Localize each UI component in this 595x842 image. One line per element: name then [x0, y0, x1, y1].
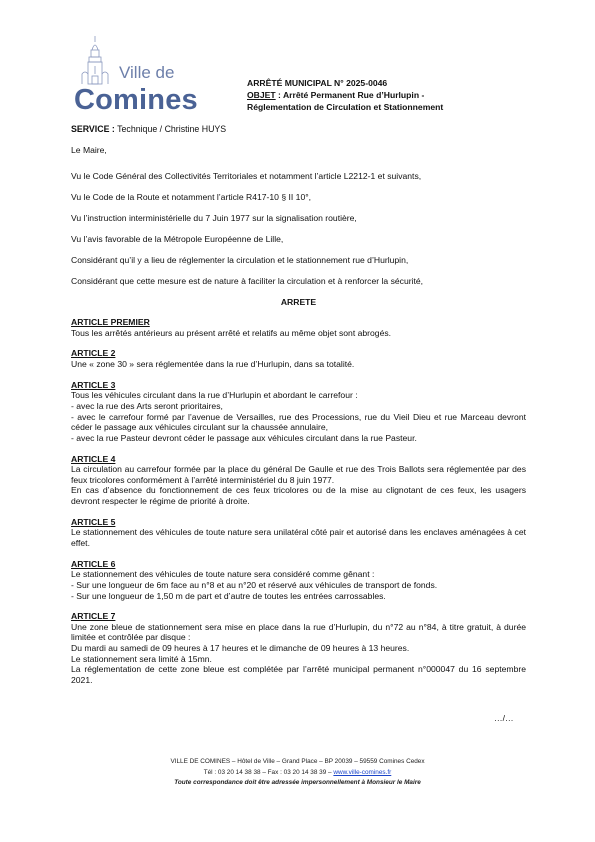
service-value: Technique / Christine HUYS	[114, 124, 227, 134]
document-body	[71, 145, 526, 696]
considerant-line: Considérant que cette mesure est de nature à faciliter la circulation et à renforcer la sécurité,	[71, 275, 424, 286]
article-title: ARTICLE 2	[71, 348, 116, 359]
service-line	[71, 124, 226, 134]
article-line: - Sur une longueur de 6m face au n°8 et au n°20 et réservé aux véhicules de transport de fonds.	[71, 579, 438, 590]
article-2	[71, 348, 526, 369]
logo-ville-text: Ville de	[119, 63, 175, 82]
article-line: Une zone bleue de stationnement sera mise en place dans la rue d’Hurlupin, du n°72 au n°84, à titre gratuit, à durée limitée et contrôlée par disque :	[71, 621, 526, 643]
footer-address: VILLE DE COMINES – Hôtel de Ville – Grand Place – BP 20039 – 59559 Comines Cedex	[170, 758, 425, 765]
article-line: Tous les arrêtés antérieurs au présent arrêté et relatifs au même objet sont abrogés.	[71, 327, 392, 338]
article-line: La circulation au carrefour formée par la place du général De Gaulle et rue des Trois Ballots sera réglementée par des feux tricolores conformément à l’arrêté interministériel du 8 juin 1977.	[71, 464, 526, 485]
website-link[interactable]: www.ville-comines.fr	[333, 768, 392, 776]
article-line: - avec la rue Pasteur devront céder le passage aux véhicules circulant dans la rue Pasteur.	[71, 432, 417, 443]
article-line: - avec la rue des Arts seront prioritaires,	[71, 401, 223, 412]
article-4	[71, 454, 526, 507]
visa-line: Vu le Code Général des Collectivités Territoriales et notamment l’article L2212-1 et suivants,	[71, 170, 422, 181]
logo-comines-text: Comines	[74, 84, 198, 116]
arrete-header	[247, 77, 547, 113]
article-line: Du mardi au samedi de 09 heures à 17 heures et le dimanche de 09 heures à 13 heures.	[71, 643, 410, 654]
article-title: ARTICLE 3	[71, 379, 116, 390]
article-line: - avec le carrefour formé par l’avenue de Versailles, rue des Processions, rue du Vieil Dieu et rue Marceau devront céder le passage aux véhicules circulant sur la chaussée annulaire,	[71, 411, 526, 433]
article-title: ARTICLE PREMIER	[71, 317, 150, 328]
article-title: ARTICLE 6	[71, 558, 116, 569]
continuation-mark: …/…	[494, 713, 514, 723]
article-line: Le stationnement des véhicules de toute nature sera unilatéral côté pair et autorisé dans les enclaves aménagées à cet effet.	[71, 527, 526, 548]
footer-phone: Tél : 03 20 14 38 38 – Fax : 03 20 14 38 39 –	[203, 768, 334, 776]
article-title: ARTICLE 5	[71, 516, 116, 527]
article-line: En cas d’absence du fonctionnement de ces feux tricolores ou de la mise au clignotant de ces feux, les usagers devront respecter le régime de priorité à droite.	[71, 485, 526, 506]
greeting: Le Maire,	[71, 145, 107, 155]
article-line: Le stationnement des véhicules de toute nature sera considéré comme gênant :	[71, 569, 375, 580]
article-title: ARTICLE 7	[71, 611, 116, 622]
objet-line	[247, 89, 547, 101]
considerant-line: Considérant qu’il y a lieu de réglementer la circulation et le stationnement rue d’Hurlupin,	[71, 254, 409, 265]
footer-contact	[0, 768, 595, 779]
page-footer	[0, 757, 595, 789]
article-3	[71, 380, 526, 444]
article-line: Le stationnement sera limité à 15mn.	[71, 653, 212, 664]
article-5	[71, 517, 526, 549]
article-title: ARTICLE 4	[71, 453, 116, 464]
comines-logo	[74, 36, 198, 118]
arrete-number: ARRÊTÉ MUNICIPAL N° 2025-0046	[247, 78, 388, 88]
footer-notice: Toute correspondance doit être adressée impersonnellement à Monsieur le Maire	[174, 779, 421, 786]
service-label: SERVICE :	[71, 124, 115, 134]
arrete-title: ARRETE	[280, 296, 317, 307]
objet-text: : Arrêté Permanent Rue d’Hurlupin -	[275, 90, 425, 100]
visa-line: Vu l’avis favorable de la Métropole Européenne de Lille,	[71, 233, 284, 244]
article-line: - Sur une longueur de 1,50 m de part et d’autre de toutes les entrées carrossables.	[71, 590, 386, 601]
article-line: Une « zone 30 » sera réglementée dans la rue d’Hurlupin, dans sa totalité.	[71, 359, 355, 370]
article-line: La réglementation de cette zone bleue est complétée par l’arrêté municipal permanent n°000047 du 16 septembre 2021.	[71, 664, 526, 685]
article-7	[71, 611, 526, 685]
article-6	[71, 559, 526, 601]
visa-line: Vu le Code de la Route et notamment l’article R417-10 § II 10°,	[71, 191, 312, 202]
article-1	[71, 317, 526, 338]
article-line: Tous les véhicules circulant dans la rue d’Hurlupin et abordant le carrefour :	[71, 390, 358, 401]
objet-line-2: Réglementation de Circulation et Stationnement	[247, 102, 444, 112]
visa-line: Vu l’instruction interministérielle du 7 Juin 1977 sur la signalisation routière,	[71, 212, 357, 223]
objet-label: OBJET	[247, 90, 276, 100]
